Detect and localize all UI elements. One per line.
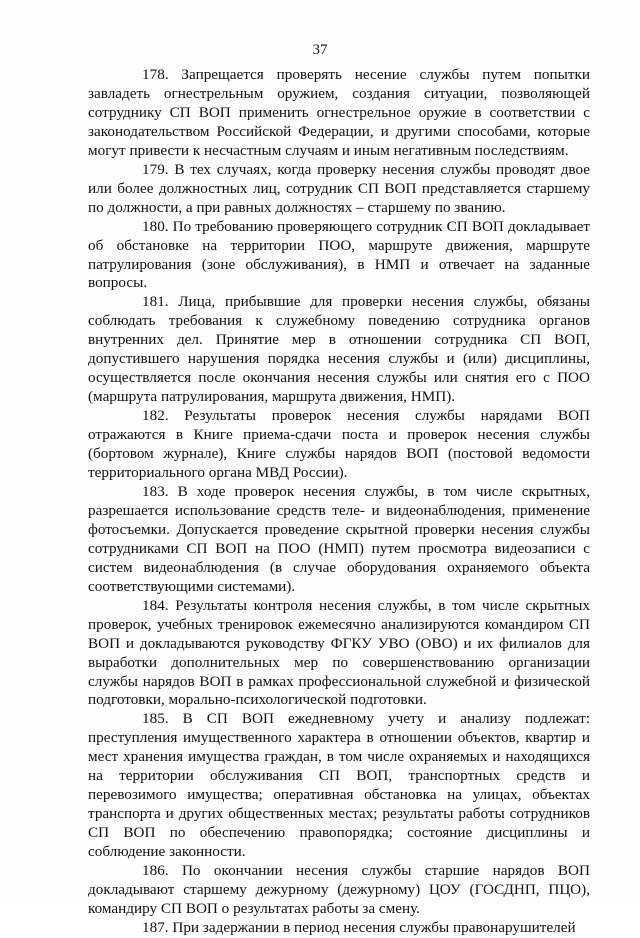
- document-body: [88, 66, 590, 938]
- paragraph-text: Лица, прибывшие для проверки несения службы, обязаны соблюдать требования к служебному поведению сотрудника органов внутренних дел. Принятие мер в отношении сотрудника СП ВОП, допустившего нарушения порядка несения службы и (или) дисциплины, осуществляется после окончания несения службы или снятия его с ПОО (маршрута патрулирования, маршрута движения, НМП).: [88, 293, 591, 406]
- paragraph-number: 180.: [142, 217, 169, 235]
- paragraph-text: Результаты проверок несения службы нарядами ВОП отражаются в Книге приема-сдачи поста и проверок несения службы (бортовом журнале), Книге службы нарядов ВОП (постовой ведомости территориального органа МВД России).: [88, 407, 591, 482]
- paragraph-text: По окончании несения службы старшие нарядов ВОП докладывают старшему дежурному (дежурному) ЦОУ (ГОСДНП, ПЦО), командиру СП ВОП о результатах работы за смену.: [88, 862, 590, 917]
- paragraph-186: [88, 862, 590, 919]
- paragraph-number: 184.: [142, 596, 169, 614]
- paragraph-text: По требованию проверяющего сотрудник СП ВОП докладывает об обстановке на территории ПОО, маршруте движения, маршруте патрулирования (зоне обслуживания), в НМП и отвечает на заданные вопросы.: [88, 217, 591, 292]
- paragraph-number: 182.: [142, 407, 169, 425]
- paragraph-183: [88, 483, 590, 597]
- paragraph-number: 186.: [142, 862, 169, 880]
- paragraph-180: [88, 218, 590, 294]
- page-number: 37: [312, 42, 328, 58]
- paragraph-text: В тех случаях, когда проверку несения службы проводят двое или более должностных лиц, сотрудник СП ВОП представляется старшему по должности, а при равных должностях – старшему по званию.: [88, 160, 591, 216]
- paragraph-text: Запрещается проверять несение службы путем попытки завладеть огнестрельным оружием, создания ситуации, позволяющей сотруднику СП ВОП применить огнестрельное оружие в соответствии с законодательством Российской Федерации, и другими способами, которые могут привести к несчастным случаям и иным негативным последствиям.: [88, 66, 591, 159]
- paragraph-number: 185.: [142, 710, 169, 728]
- paragraph-number: 179.: [142, 160, 169, 178]
- paragraph-text: В ходе проверок несения службы, в том числе скрытных, разрешается использование средств теле- и видеонаблюдения, применение фотосъемки. Допускается проведение скрытной проверки несения службы сотрудниками СП ВОП на ПОО (НМП) путем просмотра видеозаписи с систем видеонаблюдения (в случае оборудования охраняемого объекта соответствующими системами).: [88, 482, 590, 595]
- paragraph-178: [88, 66, 590, 161]
- paragraph-text: При задержании в период несения службы правонарушителей: [172, 918, 576, 936]
- paragraph-187: [88, 919, 590, 938]
- paragraph-number: 178.: [142, 66, 169, 83]
- paragraph-184: [88, 597, 590, 711]
- paragraph-185: [88, 710, 590, 862]
- paragraph-181: [88, 293, 590, 407]
- paragraph-text: В СП ВОП ежедневному учету и анализу подлежат: преступления имущественного характера в отношении объектов, квартир и мест хранения имущества граждан, в том числе охраняемых и находящихся на территории обслуживания СП ВОП, транспортных средств и перевозимого имущества; оперативная обстановка на улицах, объектах транспорта и других общественных местах; результаты работы сотрудников СП ВОП по обеспечению правопорядка; состояние дисциплины и соблюдение законности.: [88, 710, 591, 861]
- paragraph-number: 181.: [142, 293, 169, 311]
- paragraph-text: Результаты контроля несения службы, в том числе скрытных проверок, учебных тренировок ежемесячно анализируются командиром СП ВОП и докладываются руководству ФГКУ УВО (ОВО) и их филиалов для выработки дополнительных мер по совершенствованию организации службы нарядов ВОП в рамках профессиональной служебной и физической подготовки, морально-психологической подготовки.: [88, 596, 591, 709]
- paragraph-number: 187.: [142, 918, 169, 936]
- paragraph-number: 183.: [142, 482, 169, 500]
- paragraph-182: [88, 407, 590, 483]
- paragraph-179: [88, 161, 590, 218]
